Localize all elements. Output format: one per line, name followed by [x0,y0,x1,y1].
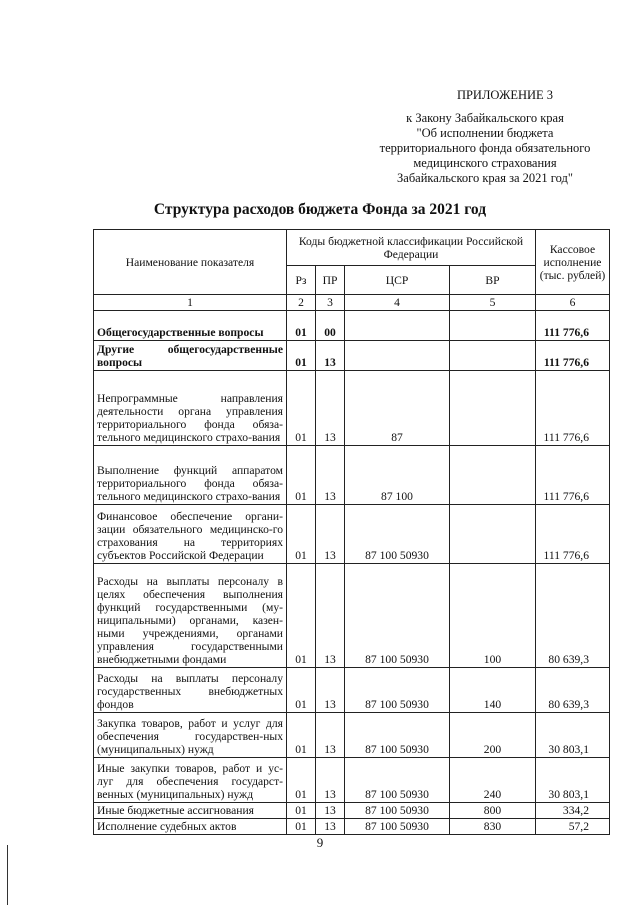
row-name: Иные бюджетные ассигнования [94,803,287,819]
row-pr: 13 [316,446,345,505]
row-csr: 87 [345,371,450,446]
row-pr: 13 [316,758,345,803]
row-rz: 01 [287,564,316,668]
table-row [94,758,610,803]
row-rz: 01 [287,311,316,341]
row-csr: 87 100 50930 [345,564,450,668]
row-name: Расходы на выплаты персоналу государственных внебюджетных фондов [94,668,287,713]
budget-table [93,229,610,835]
column-number-row [94,295,610,311]
column-number: 4 [345,295,450,311]
row-vr [450,446,536,505]
appendix-block [360,88,610,186]
row-vr [450,341,536,371]
row-amount: 30 803,1 [536,713,610,758]
row-pr: 13 [316,668,345,713]
row-csr: 87 100 50930 [345,758,450,803]
row-csr: 87 100 50930 [345,803,450,819]
row-pr: 13 [316,803,345,819]
row-vr: 140 [450,668,536,713]
row-vr: 240 [450,758,536,803]
column-number: 3 [316,295,345,311]
header-codes-group: Коды бюджетной классификации Российской Федерации [287,230,536,266]
column-number: 2 [287,295,316,311]
row-name: Иные закупки товаров, работ и ус-луг для обеспечения государст-венных (муниципальных) нужд [94,758,287,803]
row-vr: 830 [450,819,536,835]
row-rz: 01 [287,341,316,371]
table-row [94,819,610,835]
row-name: Общегосударственные вопросы [94,311,287,341]
table-header-row [94,230,610,266]
header-name: Наименование показателя [94,230,287,295]
row-name: Другие общегосударственные вопросы [94,341,287,371]
row-csr: 87 100 [345,446,450,505]
column-number: 5 [450,295,536,311]
row-name: Расходы на выплаты персоналу в целях обеспечения выполнения функций государственными (му-ниципальными) органами, казен-ными учреждениями, органами управления государственными внебюджетными фондами [94,564,287,668]
row-pr: 13 [316,371,345,446]
row-pr: 13 [316,341,345,371]
appendix-heading: ПРИЛОЖЕНИЕ 3 [456,88,554,102]
row-amount: 111 776,6 [536,371,610,446]
table-row [94,803,610,819]
column-number: 6 [536,295,610,311]
row-amount: 334,2 [536,803,610,819]
page-number: 9 [316,835,324,850]
row-name: Закупка товаров, работ и услуг для обеспечения государствен-ных (муниципальных) нужд [94,713,287,758]
row-vr: 200 [450,713,536,758]
row-amount: 80 639,3 [536,564,610,668]
row-amount: 80 639,3 [536,668,610,713]
row-amount: 111 776,6 [536,341,610,371]
row-csr: 87 100 50930 [345,668,450,713]
appendix-line: Забайкальского края за 2021 год" [397,171,573,185]
row-rz: 01 [287,819,316,835]
row-csr: 87 100 50930 [345,819,450,835]
row-amount: 57,2 [536,819,610,835]
row-rz: 01 [287,803,316,819]
row-rz: 01 [287,758,316,803]
table-row [94,341,610,371]
row-rz: 01 [287,371,316,446]
row-csr: 87 100 50930 [345,713,450,758]
appendix-line: территориального фонда обязательного [379,141,591,155]
row-vr [450,505,536,564]
header-amount: Кассовое исполнение (тыс. рублей) [536,230,610,295]
table-row [94,371,610,446]
appendix-line: к Закону Забайкальского края [406,111,564,125]
row-amount: 30 803,1 [536,758,610,803]
row-name: Выполнение функций аппаратом территориального фонда обяза-тельного медицинского страхо-вания [94,446,287,505]
appendix-line: медицинского страхования [413,156,557,170]
row-pr: 13 [316,564,345,668]
column-number: 1 [94,295,287,311]
row-rz: 01 [287,505,316,564]
table-row [94,505,610,564]
header-vr: ВР [450,266,536,295]
table-row [94,311,610,341]
document-title: Структура расходов бюджета Фонда за 2021 год [153,201,487,218]
row-pr: 13 [316,819,345,835]
table-row [94,713,610,758]
row-csr [345,311,450,341]
row-name: Непрограммные направления деятельности органа управления территориального фонда обяза-тельного медицинского страхо-вания [94,371,287,446]
row-name: Финансовое обеспечение органи-зации обязательного медицинско-го страхования на территориях субъектов Российской Федерации [94,505,287,564]
row-name: Исполнение судебных актов [94,819,287,835]
row-vr: 100 [450,564,536,668]
table-row [94,446,610,505]
row-amount: 111 776,6 [536,446,610,505]
table-row [94,668,610,713]
header-csr: ЦСР [345,266,450,295]
row-rz: 01 [287,668,316,713]
table-row [94,564,610,668]
row-amount: 111 776,6 [536,505,610,564]
row-vr [450,371,536,446]
row-pr: 00 [316,311,345,341]
row-vr: 800 [450,803,536,819]
row-amount: 111 776,6 [536,311,610,341]
row-vr [450,311,536,341]
row-csr: 87 100 50930 [345,505,450,564]
header-rz: Рз [287,266,316,295]
row-pr: 13 [316,505,345,564]
row-csr [345,341,450,371]
row-rz: 01 [287,713,316,758]
row-pr: 13 [316,713,345,758]
row-rz: 01 [287,446,316,505]
scan-edge-line [7,845,8,905]
header-pr: ПР [316,266,345,295]
appendix-line: "Об исполнении бюджета [416,126,554,140]
